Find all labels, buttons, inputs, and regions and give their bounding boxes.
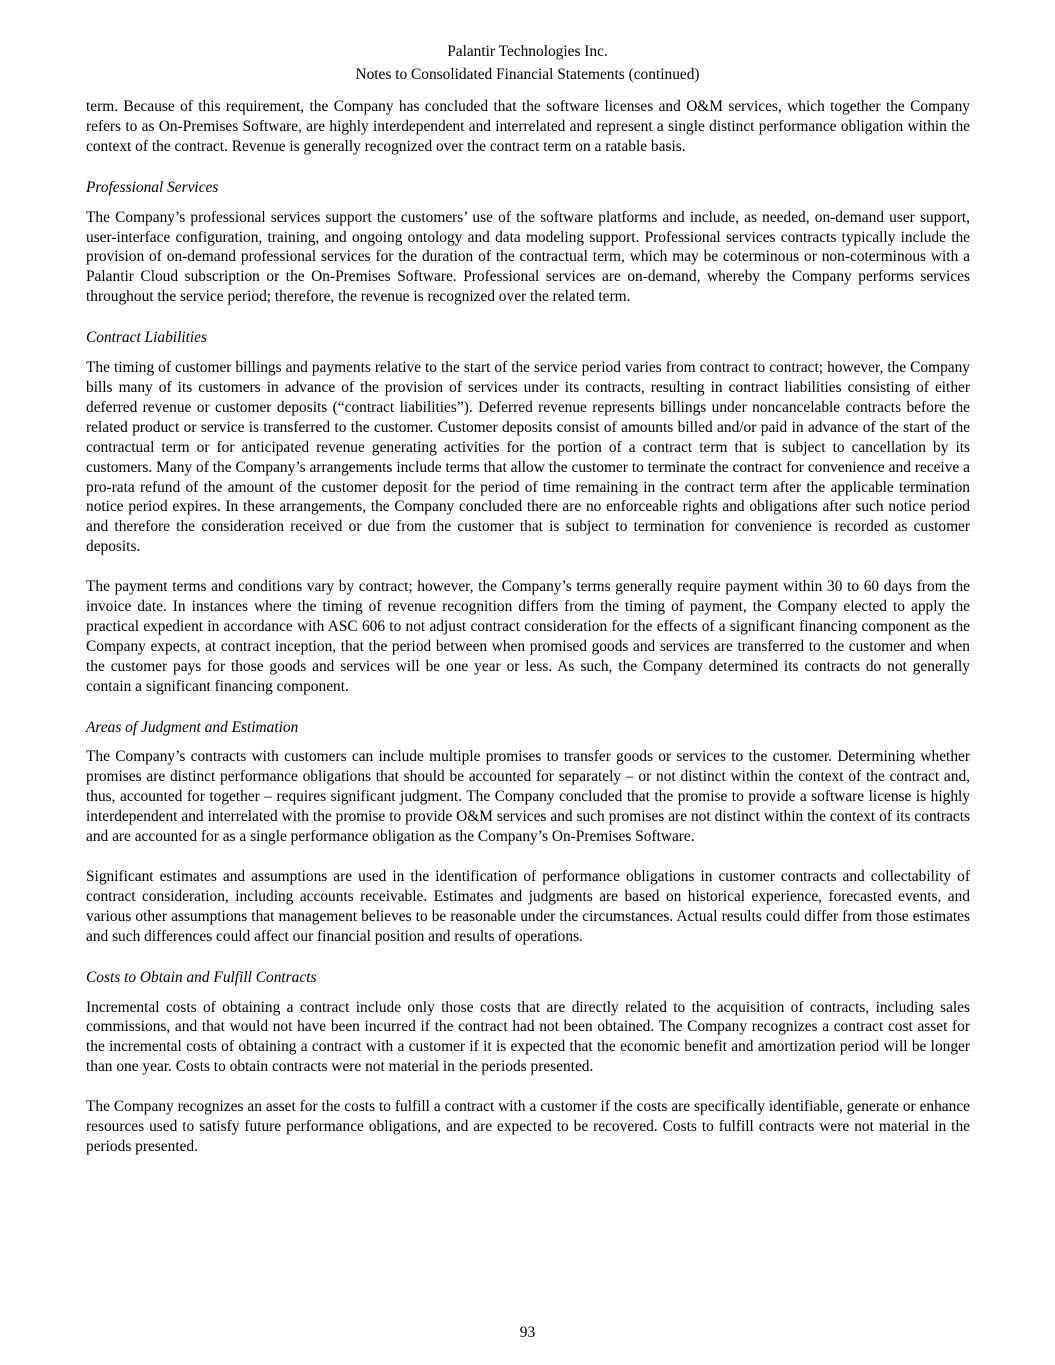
costs-contracts-paragraph-2: The Company recognizes an asset for the costs to fulfill a contract with a customer if the costs are specifically identifiable, generate or enhance resources used to satisfy future performance obligations, and are expected to be recovered. Costs to fulfill contracts were not material in the periods presented. bbox=[86, 1098, 970, 1155]
heading-contract-liabilities: Contract Liabilities bbox=[86, 329, 207, 347]
document-body bbox=[86, 97, 970, 1157]
company-name: Palantir Technologies Inc. bbox=[447, 43, 608, 60]
heading-judgment-estimation: Areas of Judgment and Estimation bbox=[86, 718, 299, 736]
page-number: 93 bbox=[519, 1324, 536, 1341]
professional-services-paragraph: The Company’s professional services support the customers’ use of the software platforms and include, as needed, on-demand user support, user-interface configuration, training, and ongoing ontology and data modeling support. Professional services contracts typically include the provision of on-demand professional services for the duration of the contractual term, which may be coterminous or non-coterminous with a Palantir Cloud subscription or the On-Premises Software. Professional services are on-demand, whereby the Company performs services throughout the service period; therefore, the revenue is recognized over the related term. bbox=[86, 208, 970, 306]
heading-costs-contracts: Costs to Obtain and Fulfill Contracts bbox=[86, 968, 317, 986]
contract-liabilities-paragraph-1: The timing of customer billings and payments relative to the start of the service period varies from contract to contract; however, the Company bills many of its customers in advance of the provision of services under its contracts, resulting in contract liabilities consisting of either deferred revenue or customer deposits (“contract liabilities”). Deferred revenue represents billings under noncancelable contracts before the related product or service is transferred to the customer. Customer deposits consist of amounts billed and/or paid in advance of the start of the contractual term or for anticipated revenue generating activities for the portion of a contract term that is subject to cancellation by its customers. Many of the Company’s arrangements include terms that allow the customer to terminate the contract for convenience and receive a pro-rata refund of the amount of the customer deposit for the period of time remaining in the contract term after the applicable termination notice period expires. In these arrangements, the Company concluded there are no enforceable rights and obligations after such notice period and therefore the consideration received or due from the customer that is subject to termination for convenience is recorded as customer deposits. bbox=[86, 359, 970, 556]
page-header bbox=[0, 40, 1055, 86]
judgment-estimation-paragraph-1: The Company’s contracts with customers can include multiple promises to transfer goods or services to the customer. Determining whether promises are distinct performance obligations that should be accounted for separately – or not distinct within the context of the contract and, thus, accounted for together – requires significant judgment. The Company concluded that the promise to provide a software license is highly interdependent and interrelated with the promise to provide O&M services and such promises are not distinct within the context of its contracts and are accounted for as a single performance obligation as the Company’s On-Premises Software. bbox=[86, 748, 970, 846]
costs-contracts-paragraph-1: Incremental costs of obtaining a contract include only those costs that are directly related to the acquisition of contracts, including sales commissions, and that would not have been incurred if the contract had not been obtained. The Company recognizes a contract cost asset for the incremental costs of obtaining a contract with a customer if it is expected that the economic benefit and amortization period will be longer than one year. Costs to obtain contracts were not material in the periods presented. bbox=[86, 998, 970, 1076]
judgment-estimation-paragraph-2: Significant estimates and assumptions are used in the identification of performance obligations in customer contracts and collectability of contract consideration, including accounts receivable. Estimates and judgments are based on historical experience, forecasted events, and various other assumptions that management believes to be reasonable under the circumstances. Actual results could differ from those estimates and such differences could affect our financial position and results of operations. bbox=[86, 868, 970, 945]
heading-professional-services: Professional Services bbox=[86, 178, 219, 196]
intro-paragraph: term. Because of this requirement, the Company has concluded that the software licenses and O&M services, which together the Company refers to as On-Premises Software, are highly interdependent and interrelated and represent a single distinct performance obligation within the context of the contract. Revenue is generally recognized over the contract term on a ratable basis. bbox=[86, 98, 970, 155]
contract-liabilities-paragraph-2: The payment terms and conditions vary by contract; however, the Company’s terms generally require payment within 30 to 60 days from the invoice date. In instances where the timing of revenue recognition differs from the timing of payment, the Company elected to apply the practical expedient in accordance with ASC 606 to not adjust contract consideration for the effects of a significant financing component as the Company expects, at contract inception, that the period between when promised goods and services are transferred to the customer and when the customer pays for those goods and services will be one year or less. As such, the Company determined its contracts do not generally contain a significant financing component. bbox=[86, 578, 970, 695]
header-subtitle: Notes to Consolidated Financial Statements (continued) bbox=[355, 66, 700, 83]
